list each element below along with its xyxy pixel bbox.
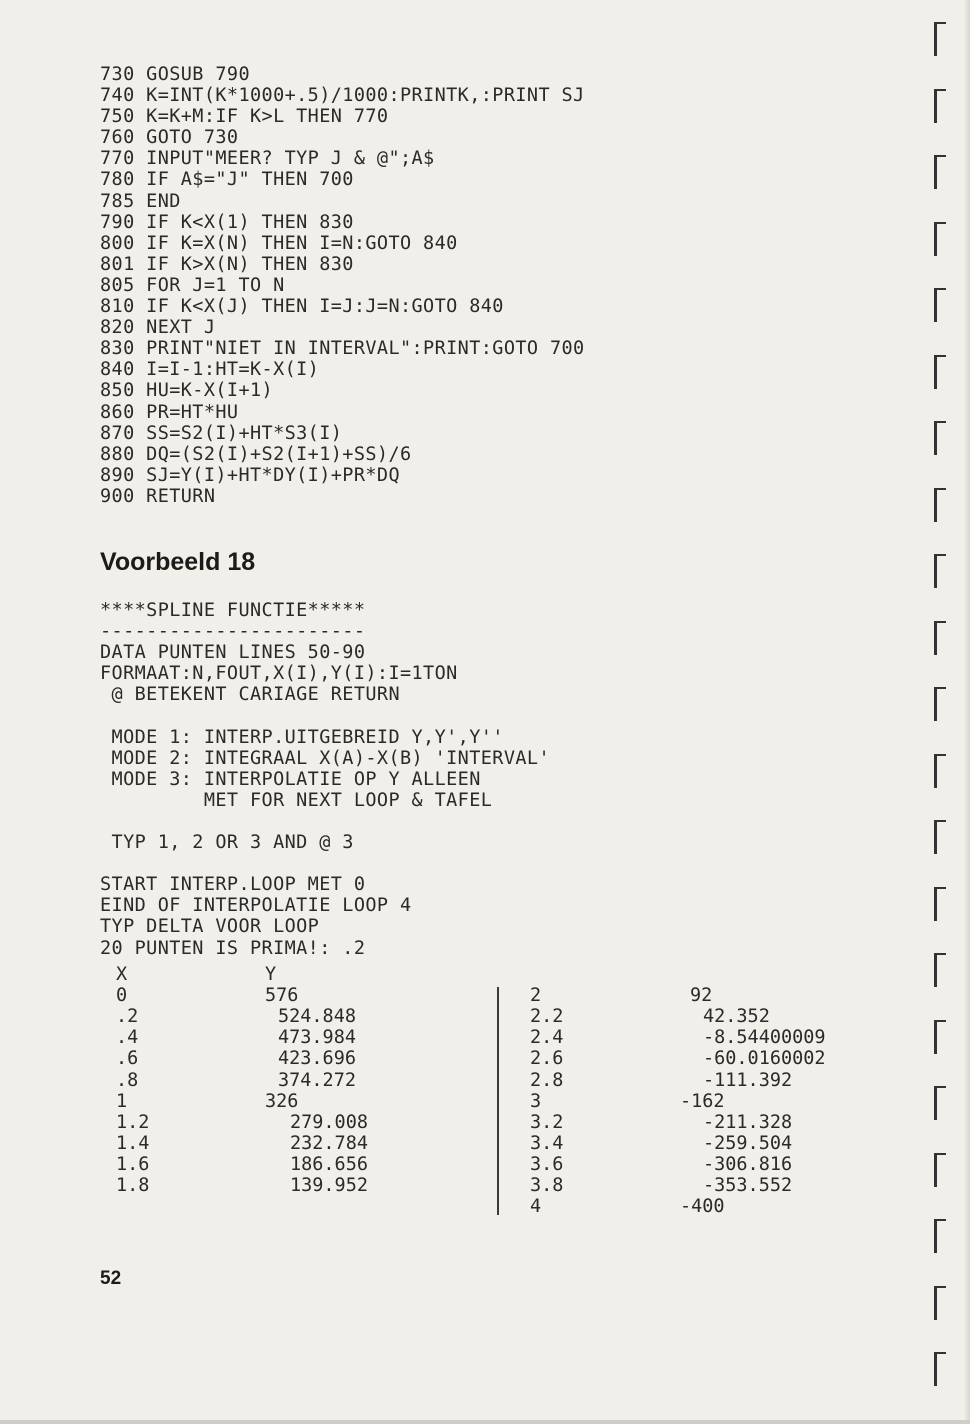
table-y-value: 473.984 <box>278 1027 356 1049</box>
code-line: 820 NEXT J <box>100 317 216 339</box>
table-y-value: 139.952 <box>290 1175 368 1196</box>
section-heading: Voorbeeld 18 <box>100 548 256 576</box>
table-y-value: 92 <box>690 985 713 1007</box>
table-x-value: .4 <box>116 1027 139 1049</box>
table-y-value: -306.816 <box>703 1153 793 1175</box>
table-y-value: -60.0160002 <box>703 1048 826 1070</box>
table-x-value: 3.8 <box>530 1175 564 1196</box>
code-line: 780 IF A$="J" THEN 700 <box>100 169 354 191</box>
output-line: EIND OF INTERPOLATIE LOOP 4 <box>100 895 412 917</box>
table-y-value: 186.656 <box>290 1153 368 1175</box>
table-x-value: .2 <box>116 1006 139 1028</box>
table-x-value: .8 <box>116 1069 139 1091</box>
table-y-value: -111.392 <box>703 1069 793 1091</box>
table-x-value: .6 <box>116 1048 139 1070</box>
tab-mark <box>934 488 937 522</box>
interpolation-table <box>100 964 860 1224</box>
table-y-value: 232.784 <box>290 1132 368 1154</box>
tab-mark <box>934 953 937 987</box>
table-x-value: 2.8 <box>530 1069 564 1091</box>
tab-mark <box>934 687 937 721</box>
table-y-value: -259.504 <box>703 1132 793 1154</box>
code-line: 900 RETURN <box>100 485 216 507</box>
table-y-value: -211.328 <box>703 1111 793 1133</box>
output-line: MET FOR NEXT LOOP & TAFEL <box>100 789 493 811</box>
output-line: MODE 2: INTEGRAAL X(A)-X(B) 'INTERVAL' <box>100 747 550 769</box>
code-line: 770 INPUT"MEER? TYP J & @";A$ <box>100 148 435 170</box>
output-line: TYP DELTA VOOR LOOP <box>100 916 320 938</box>
tab-mark <box>934 820 937 854</box>
output-line: ****SPLINE FUNCTIE***** <box>100 600 366 621</box>
tab-mark <box>934 1020 937 1054</box>
code-line: 760 GOTO 730 <box>100 127 239 149</box>
code-line: 805 FOR J=1 TO N <box>100 274 285 296</box>
tab-mark <box>934 1153 937 1187</box>
table-header-y: Y <box>265 964 277 985</box>
tab-mark <box>934 89 937 123</box>
output-line: START INTERP.LOOP MET 0 <box>100 874 366 896</box>
output-line: TYP 1, 2 OR 3 AND @ 3 <box>100 832 354 854</box>
table-x-value: 2.6 <box>530 1048 564 1070</box>
code-line: 740 K=INT(K*1000+.5)/1000:PRINTK,:PRINT SJ <box>100 85 585 107</box>
output-line: 20 PUNTEN IS PRIMA!: .2 <box>100 937 366 959</box>
code-line: 850 HU=K-X(I+1) <box>100 380 274 402</box>
output-line: @ BETEKENT CARIAGE RETURN <box>100 684 400 706</box>
code-line: 810 IF K<X(J) THEN I=J:J=N:GOTO 840 <box>100 296 504 318</box>
table-x-value: 4 <box>530 1196 542 1218</box>
basic-code-listing <box>100 64 585 507</box>
output-line: MODE 3: INTERPOLATIE OP Y ALLEEN <box>100 768 481 790</box>
output-line <box>100 811 550 832</box>
table-y-value: -353.552 <box>703 1175 793 1196</box>
output-line <box>100 853 550 874</box>
table-y-value: 326 <box>265 1090 299 1112</box>
tab-mark <box>934 621 937 655</box>
code-line: 800 IF K=X(N) THEN I=N:GOTO 840 <box>100 232 458 254</box>
code-line: 890 SJ=Y(I)+HT*DY(I)+PR*DQ <box>100 464 400 486</box>
tab-mark <box>934 288 937 322</box>
table-x-value: 3.2 <box>530 1111 564 1133</box>
tab-mark <box>934 887 937 921</box>
table-x-value: 2.2 <box>530 1006 564 1028</box>
tab-mark <box>934 1219 937 1253</box>
code-line: 830 PRINT"NIET IN INTERVAL":PRINT:GOTO 700 <box>100 338 585 360</box>
tab-mark <box>934 355 937 389</box>
code-line: 785 END <box>100 190 181 212</box>
table-y-value: 576 <box>265 985 299 1007</box>
output-line: ----------------------- <box>100 621 366 643</box>
tab-mark <box>934 22 937 56</box>
table-y-value: -162 <box>680 1090 725 1112</box>
code-line: 730 GOSUB 790 <box>100 64 250 85</box>
table-y-value: -400 <box>680 1196 725 1218</box>
table-header-x: X <box>116 964 128 985</box>
table-y-value: -8.54400009 <box>703 1027 826 1049</box>
tab-mark <box>934 155 937 189</box>
table-x-value: 1.2 <box>116 1111 150 1133</box>
code-line: 790 IF K<X(1) THEN 830 <box>100 211 354 233</box>
code-line: 750 K=K+M:IF K>L THEN 770 <box>100 106 389 128</box>
table-y-value: 42.352 <box>703 1006 770 1028</box>
code-line: 880 DQ=(S2(I)+S2(I+1)+SS)/6 <box>100 443 412 465</box>
program-output <box>100 600 550 959</box>
table-x-value: 2.4 <box>530 1027 564 1049</box>
output-line <box>100 705 550 726</box>
code-line: 801 IF K>X(N) THEN 830 <box>100 253 354 275</box>
table-x-value: 1.8 <box>116 1175 150 1196</box>
tab-mark <box>934 421 937 455</box>
table-x-value: 3.6 <box>530 1153 564 1175</box>
table-y-value: 423.696 <box>278 1048 356 1070</box>
code-line: 860 PR=HT*HU <box>100 401 239 423</box>
table-x-value: 1 <box>116 1090 128 1112</box>
tab-mark <box>934 1286 937 1320</box>
output-line: FORMAAT:N,FOUT,X(I),Y(I):I=1TON <box>100 663 458 685</box>
output-line: DATA PUNTEN LINES 50-90 <box>100 642 366 664</box>
tab-mark <box>934 222 937 256</box>
tab-mark <box>934 754 937 788</box>
table-x-value: 0 <box>116 985 128 1007</box>
table-y-value: 374.272 <box>278 1069 356 1091</box>
tab-mark <box>934 1086 937 1120</box>
table-x-value: 2 <box>530 985 542 1007</box>
table-divider <box>497 987 499 1215</box>
page-bottom-shadow <box>0 1420 970 1424</box>
page-number: 52 <box>100 1268 122 1289</box>
table-x-value: 1.6 <box>116 1153 150 1175</box>
code-line: 840 I=I-1:HT=K-X(I) <box>100 359 320 381</box>
output-line: MODE 1: INTERP.UITGEBREID Y,Y',Y'' <box>100 726 504 748</box>
tab-mark <box>934 1352 937 1386</box>
code-line: 870 SS=S2(I)+HT*S3(I) <box>100 422 343 444</box>
table-y-value: 279.008 <box>290 1111 368 1133</box>
tab-mark <box>934 554 937 588</box>
table-x-value: 3.4 <box>530 1132 564 1154</box>
table-x-value: 1.4 <box>116 1132 150 1154</box>
page-edge-shadow <box>964 0 970 1424</box>
table-x-value: 3 <box>530 1090 542 1112</box>
table-y-value: 524.848 <box>278 1006 356 1028</box>
